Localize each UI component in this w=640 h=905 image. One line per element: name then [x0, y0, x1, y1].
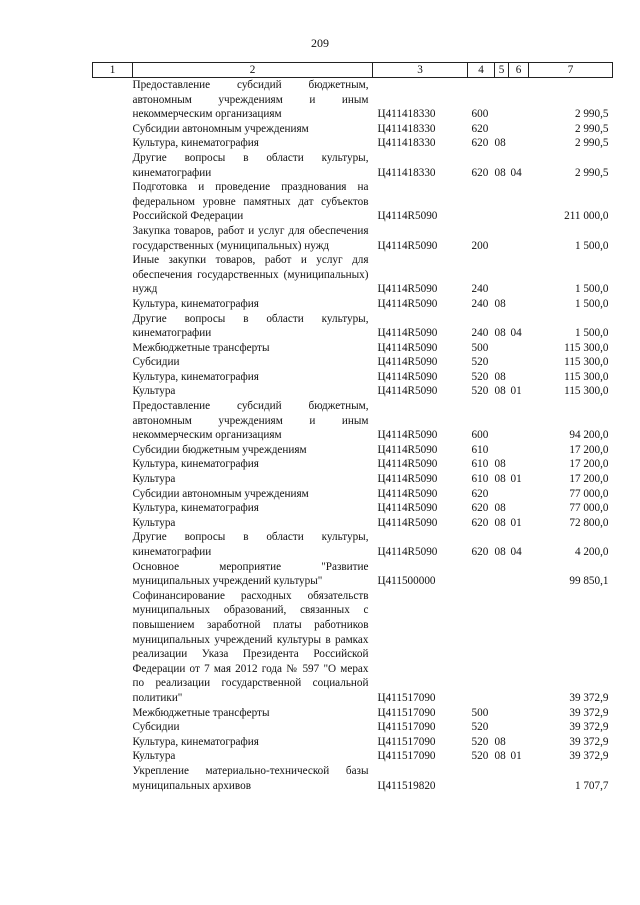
table-row: [93, 720, 613, 735]
row-name-cell: Подготовка и проведение празднования на федеральном уровне памятных дат субъектов Российской Федерации: [132, 181, 369, 223]
amount-cell: 1 707,7: [574, 779, 609, 792]
expense-type-cell: 610: [471, 443, 489, 456]
column-header-1: 1: [93, 63, 133, 78]
row-name-cell: Закупка товаров, работ и услуг для обеспечения государственных (муниципальных) нужд: [132, 224, 369, 252]
row-number-cell: [93, 384, 133, 399]
amount-cell: 2 990,5: [574, 137, 609, 150]
section-cell: [495, 122, 509, 137]
expense-type-cell: 520: [471, 721, 489, 734]
amount-cell: 77 000,0: [569, 502, 609, 515]
section-cell: [495, 180, 509, 224]
expense-type-cell: 520: [471, 385, 489, 398]
section-cell: 08: [494, 166, 506, 179]
row-number-cell: [93, 706, 133, 721]
amount-cell: 1 500,0: [574, 239, 609, 252]
row-number-cell: [93, 341, 133, 356]
table-row: [93, 370, 613, 385]
expense-type-cell: 520: [471, 356, 489, 369]
section-cell: 08: [494, 137, 506, 150]
row-name-cell: Субсидии автономным учреждениям: [132, 487, 309, 500]
row-name-cell: Культура, кинематография: [132, 735, 259, 748]
column-header-2: 2: [133, 63, 373, 78]
expense-type-cell: 620: [471, 137, 489, 150]
row-number-cell: [93, 122, 133, 137]
row-number-cell: [93, 180, 133, 224]
subsection-cell: 04: [510, 327, 522, 340]
row-number-cell: [93, 501, 133, 516]
expense-type-cell: 600: [471, 429, 489, 442]
target-code-cell: Ц411517090: [377, 706, 436, 719]
expense-type-cell: 500: [471, 341, 489, 354]
amount-cell: 77 000,0: [569, 487, 609, 500]
row-name-cell: Другие вопросы в области культуры, кинематографии: [132, 531, 369, 558]
subsection-cell: [509, 720, 529, 735]
row-name-cell: Культура, кинематография: [132, 502, 259, 515]
table-body: [93, 78, 613, 794]
row-number-cell: [93, 589, 133, 706]
table-row: [93, 180, 613, 224]
amount-cell: 99 850,1: [569, 575, 609, 588]
target-code-cell: Ц4114R5090: [377, 210, 438, 223]
target-code-cell: Ц4114R5090: [377, 297, 438, 310]
section-cell: 08: [494, 546, 506, 558]
row-name-cell: Субсидии: [132, 356, 180, 369]
subsection-cell: [509, 589, 529, 706]
row-name-cell: Укрепление материально-технической базы муниципальных архивов: [132, 764, 369, 792]
row-number-cell: [93, 312, 133, 341]
table-row: [93, 297, 613, 312]
expense-type-cell: 240: [471, 297, 489, 310]
table-row: [93, 384, 613, 399]
column-header-6: 6: [509, 63, 529, 78]
target-code-cell: Ц411418330: [377, 122, 436, 135]
table-row: [93, 706, 613, 721]
amount-cell: 4 200,0: [574, 546, 609, 558]
amount-cell: 17 200,0: [569, 473, 609, 486]
table-row: [93, 224, 613, 253]
row-name-cell: Софинансирование расходных обязательств муниципальных образований, связанных с повышением заработной платы работников муниципальных учреждений культуры в рамках реализации Указа Президента Российской Федерации от 7 мая 2012 года № 597 "О мерах по реализации государственной социальной политики": [132, 589, 369, 704]
amount-cell: 2 990,5: [574, 122, 609, 135]
subsection-cell: [509, 180, 529, 224]
section-cell: [495, 589, 509, 706]
subsection-cell: [509, 457, 529, 472]
section-cell: 08: [494, 735, 506, 748]
expense-type-cell: 600: [471, 108, 489, 121]
expense-type-cell: 240: [471, 283, 489, 296]
amount-cell: 2 990,5: [574, 166, 609, 179]
section-cell: [495, 720, 509, 735]
amount-cell: 72 800,0: [569, 516, 609, 529]
amount-cell: 1 500,0: [574, 327, 609, 340]
section-cell: [495, 355, 509, 370]
row-number-cell: [93, 224, 133, 253]
section-cell: 08: [494, 297, 506, 310]
row-name-cell: Субсидии: [132, 721, 180, 734]
table-row: [93, 151, 613, 180]
subsection-cell: [509, 735, 529, 750]
table-row: [93, 516, 613, 531]
row-number-cell: [93, 355, 133, 370]
row-number-cell: [93, 530, 133, 559]
row-name-cell: Субсидии автономным учреждениям: [132, 122, 309, 135]
target-code-cell: Ц411418330: [377, 166, 436, 179]
table-row: [93, 749, 613, 764]
row-name-cell: Предоставление субсидий бюджетным, автономным учреждениям и иным некоммерческим организациям: [132, 79, 369, 121]
row-number-cell: [93, 457, 133, 472]
amount-cell: 17 200,0: [569, 443, 609, 456]
page-number: 209: [311, 36, 329, 50]
target-code-cell: Ц4114R5090: [377, 356, 438, 369]
section-cell: 08: [494, 473, 506, 486]
target-code-cell: Ц411500000: [377, 575, 436, 588]
amount-cell: 1 500,0: [574, 283, 609, 296]
table-row: [93, 78, 613, 122]
amount-cell: 39 372,9: [569, 750, 609, 763]
row-name-cell: Основное мероприятие "Развитие муниципальных учреждений культуры": [132, 560, 369, 588]
amount-cell: 39 372,9: [569, 706, 609, 719]
amount-cell: 115 300,0: [564, 370, 609, 383]
subsection-cell: [509, 355, 529, 370]
expense-type-cell: 620: [471, 546, 489, 558]
section-cell: [495, 560, 509, 589]
subsection-cell: [509, 487, 529, 502]
subsection-cell: [509, 399, 529, 443]
expense-type-cell: 610: [471, 458, 489, 471]
row-name-cell: Межбюджетные трансферты: [132, 706, 270, 719]
target-code-cell: Ц4114R5090: [377, 443, 438, 456]
row-name-cell: Другие вопросы в области культуры, кинематографии: [132, 312, 369, 340]
amount-cell: 1 500,0: [574, 297, 609, 310]
row-name-cell: Культура: [132, 750, 176, 763]
row-number-cell: [93, 560, 133, 589]
table-row: [93, 457, 613, 472]
expense-type-cell: 610: [471, 473, 489, 486]
target-code-cell: Ц4114R5090: [377, 283, 438, 296]
table-row: [93, 589, 613, 706]
row-name-cell: Культура, кинематография: [132, 458, 259, 471]
section-cell: [495, 764, 509, 793]
row-number-cell: [93, 749, 133, 764]
row-number-cell: [93, 720, 133, 735]
amount-cell: 94 200,0: [569, 429, 609, 442]
expense-type-cell: 200: [471, 239, 489, 252]
expense-type-cell: 520: [471, 750, 489, 763]
expense-type-cell: 240: [471, 327, 489, 340]
section-cell: 08: [494, 458, 506, 471]
section-cell: [495, 253, 509, 297]
row-number-cell: [93, 78, 133, 122]
table-row: [93, 735, 613, 750]
expense-type-cell: 520: [471, 735, 489, 748]
subsection-cell: 01: [510, 473, 522, 486]
table-row: [93, 560, 613, 589]
section-cell: [495, 78, 509, 122]
expense-type-cell: [468, 180, 495, 224]
expense-type-cell: 520: [471, 370, 489, 383]
table-row: [93, 399, 613, 443]
target-code-cell: Ц411517090: [377, 691, 436, 704]
section-cell: 08: [494, 385, 506, 398]
target-code-cell: Ц4114R5090: [377, 516, 438, 529]
subsection-cell: [509, 253, 529, 297]
target-code-cell: Ц4114R5090: [377, 327, 438, 340]
target-code-cell: Ц411418330: [377, 108, 436, 121]
row-number-cell: [93, 136, 133, 151]
target-code-cell: Ц4114R5090: [377, 502, 438, 515]
row-name-cell: Культура: [132, 516, 176, 529]
target-code-cell: Ц4114R5090: [377, 546, 438, 558]
section-cell: [495, 399, 509, 443]
row-name-cell: Другие вопросы в области культуры, кинематографии: [132, 151, 369, 179]
section-cell: [495, 706, 509, 721]
table-row: [93, 501, 613, 516]
target-code-cell: Ц4114R5090: [377, 341, 438, 354]
expense-type-cell: 620: [471, 516, 489, 529]
section-cell: [495, 224, 509, 253]
table-header-row: [93, 63, 613, 78]
section-cell: 08: [494, 370, 506, 383]
expense-type-cell: [468, 560, 495, 589]
target-code-cell: Ц411517090: [377, 721, 436, 734]
expense-type-cell: 620: [471, 166, 489, 179]
subsection-cell: 01: [510, 385, 522, 398]
amount-cell: 17 200,0: [569, 458, 609, 471]
subsection-cell: [509, 706, 529, 721]
row-name-cell: Межбюджетные трансферты: [132, 341, 270, 354]
column-header-7: 7: [529, 63, 613, 78]
amount-cell: 115 300,0: [564, 356, 609, 369]
table-row: [93, 530, 613, 559]
target-code-cell: Ц411519820: [377, 779, 436, 792]
row-number-cell: [93, 443, 133, 458]
table-row: [93, 341, 613, 356]
table-row: [93, 312, 613, 341]
row-number-cell: [93, 516, 133, 531]
row-name-cell: Субсидии бюджетным учреждениям: [132, 443, 307, 456]
subsection-cell: [509, 764, 529, 793]
amount-cell: 115 300,0: [564, 341, 609, 354]
row-number-cell: [93, 735, 133, 750]
target-code-cell: Ц4114R5090: [377, 473, 438, 486]
target-code-cell: Ц411418330: [377, 137, 436, 150]
target-code-cell: Ц4114R5090: [377, 429, 438, 442]
row-name-cell: Культура: [132, 385, 176, 398]
amount-cell: 39 372,9: [569, 691, 609, 704]
subsection-cell: [509, 341, 529, 356]
column-header-3: 3: [373, 63, 468, 78]
table-row: [93, 122, 613, 137]
amount-cell: 39 372,9: [569, 735, 609, 748]
target-code-cell: Ц4114R5090: [377, 385, 438, 398]
subsection-cell: [509, 78, 529, 122]
expense-type-cell: 500: [471, 706, 489, 719]
row-number-cell: [93, 297, 133, 312]
table-row: [93, 136, 613, 151]
subsection-cell: [509, 136, 529, 151]
amount-cell: 39 372,9: [569, 721, 609, 734]
amount-cell: 2 990,5: [574, 108, 609, 121]
target-code-cell: Ц4114R5090: [377, 370, 438, 383]
expense-type-cell: 620: [471, 502, 489, 515]
table-row: [93, 472, 613, 487]
subsection-cell: [509, 297, 529, 312]
target-code-cell: Ц4114R5090: [377, 458, 438, 471]
subsection-cell: 04: [510, 166, 522, 179]
expense-type-cell: [468, 764, 495, 793]
amount-cell: 115 300,0: [564, 385, 609, 398]
row-name-cell: Иные закупки товаров, работ и услуг для обеспечения государственных (муниципальных) нужд: [132, 254, 369, 296]
table-row: [93, 487, 613, 502]
section-cell: [495, 443, 509, 458]
target-code-cell: Ц4114R5090: [377, 487, 438, 500]
amount-cell: 211 000,0: [564, 210, 609, 223]
budget-table: [92, 62, 613, 793]
subsection-cell: 01: [510, 516, 522, 529]
expense-type-cell: 620: [471, 122, 489, 135]
table-row: [93, 253, 613, 297]
subsection-cell: [509, 560, 529, 589]
expense-type-cell: [468, 589, 495, 706]
section-cell: 08: [494, 750, 506, 763]
row-number-cell: [93, 764, 133, 793]
column-header-4: 4: [468, 63, 495, 78]
section-cell: 08: [494, 502, 506, 515]
section-cell: [495, 487, 509, 502]
column-header-5: 5: [495, 63, 509, 78]
row-number-cell: [93, 487, 133, 502]
section-cell: [495, 341, 509, 356]
expense-type-cell: 620: [471, 487, 489, 500]
subsection-cell: [509, 122, 529, 137]
row-name-cell: Предоставление субсидий бюджетным, автономным учреждениям и иным некоммерческим организациям: [132, 400, 369, 442]
section-cell: 08: [494, 327, 506, 340]
subsection-cell: [509, 224, 529, 253]
row-number-cell: [93, 399, 133, 443]
table-row: [93, 764, 613, 793]
row-number-cell: [93, 472, 133, 487]
row-name-cell: Культура, кинематография: [132, 370, 259, 383]
target-code-cell: Ц411517090: [377, 750, 436, 763]
target-code-cell: Ц411517090: [377, 735, 436, 748]
row-name-cell: Культура, кинематография: [132, 137, 259, 150]
row-name-cell: Культура, кинематография: [132, 297, 259, 310]
table-row: [93, 355, 613, 370]
row-number-cell: [93, 151, 133, 180]
section-cell: 08: [494, 516, 506, 529]
table-row: [93, 443, 613, 458]
target-code-cell: Ц4114R5090: [377, 239, 438, 252]
subsection-cell: [509, 501, 529, 516]
row-number-cell: [93, 370, 133, 385]
subsection-cell: 04: [510, 546, 522, 558]
subsection-cell: [509, 370, 529, 385]
row-number-cell: [93, 253, 133, 297]
subsection-cell: [509, 443, 529, 458]
subsection-cell: 01: [510, 750, 522, 763]
row-name-cell: Культура: [132, 473, 176, 486]
